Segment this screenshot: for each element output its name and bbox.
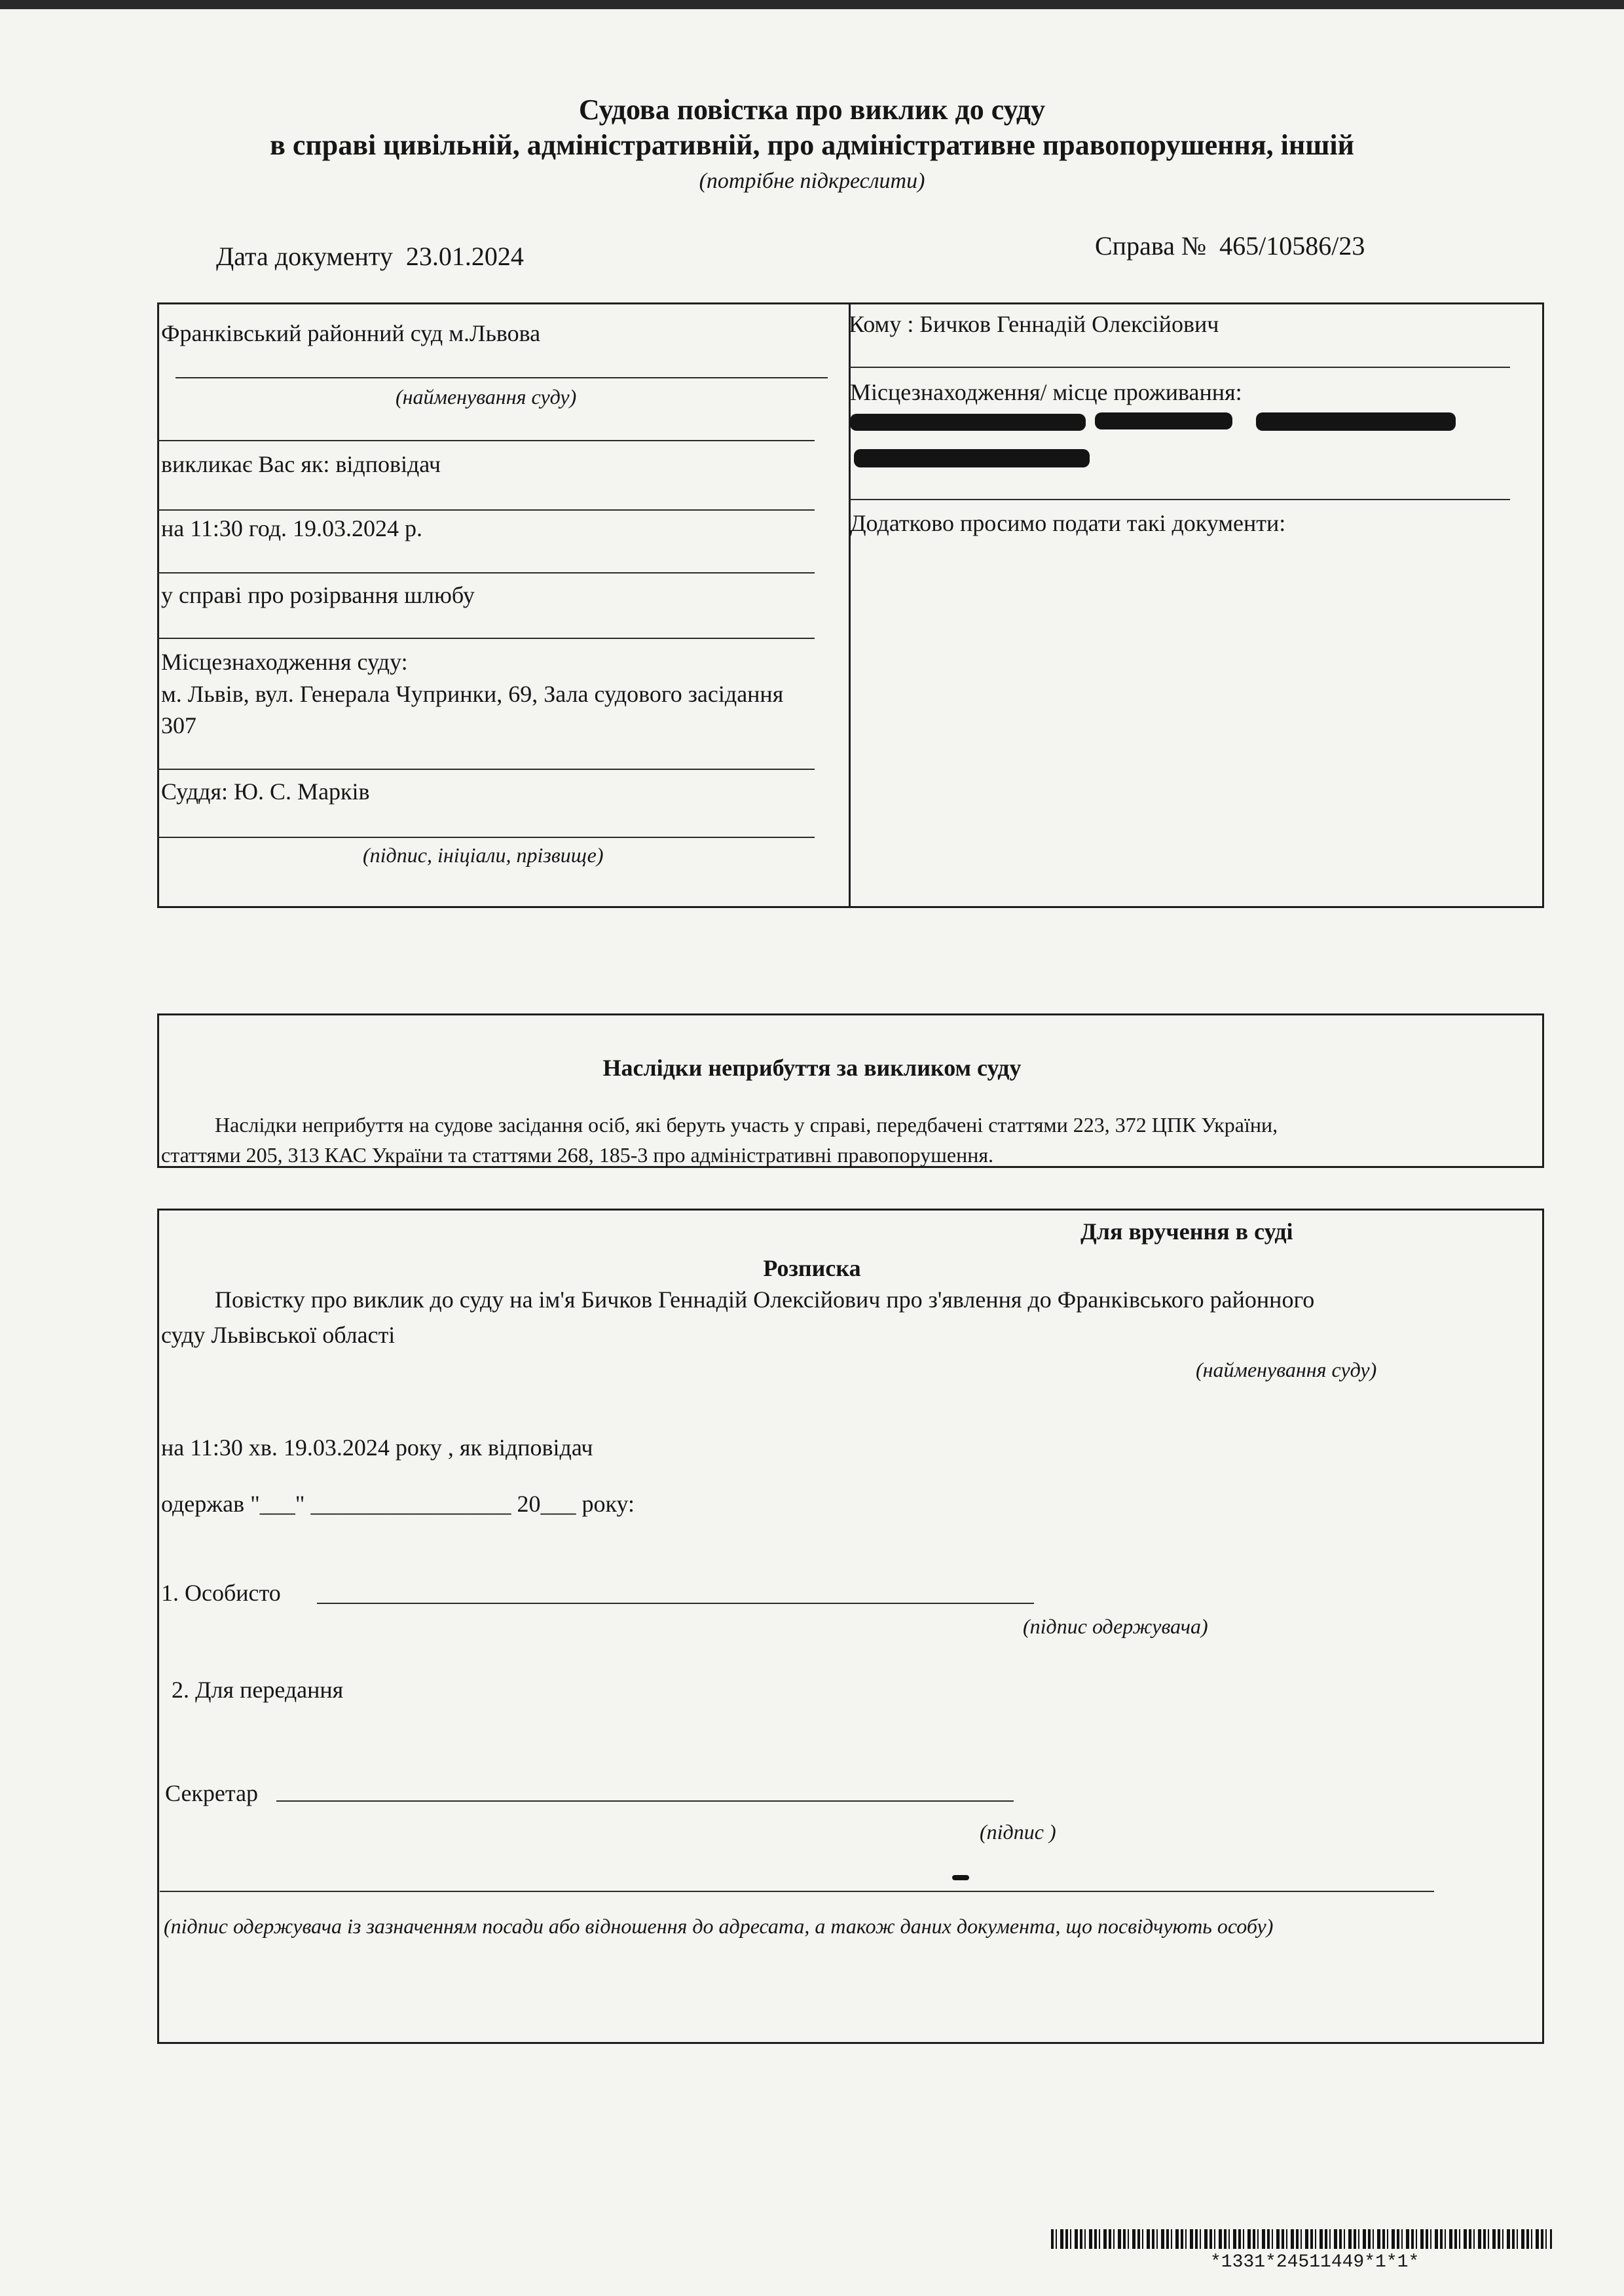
- secretary-label: Секретар: [165, 1780, 259, 1806]
- case-number: [1095, 230, 1365, 261]
- document-date-label: Дата документу: [216, 242, 393, 271]
- rule: [157, 509, 815, 511]
- rule: [157, 572, 815, 574]
- personal-signature-line: [317, 1603, 1034, 1604]
- recipient-signature-caption: (підпис одержувача із зазначенням посади або відношення до адресата, а також даних документа, що посвідчують особу): [164, 1914, 1274, 1938]
- case-subject: у справі про розірвання шлюбу: [161, 582, 475, 608]
- court-location-text: м. Львів, вул. Генерала Чупринки, 69, Зала судового засідання 307: [161, 681, 784, 738]
- rule: [849, 499, 1510, 500]
- receipt-line2: суду Львівської області: [161, 1322, 396, 1348]
- receipt-time-line: на 11:30 хв. 19.03.2024 року , як відповідач: [161, 1434, 593, 1461]
- receipt-line1: Повістку про виклик до суду на ім'я Бичков Геннадій Олексійович про з'явлення до Франківського районного: [215, 1286, 1315, 1313]
- consequences-title: Наслідки неприбуття за викликом суду: [602, 1055, 1022, 1081]
- rule: [849, 367, 1510, 368]
- rule: [157, 837, 815, 838]
- scan-edge: [0, 0, 1624, 9]
- page-title-line2: в справі цивільній, адміністративній, про адміністративне правопорушення, іншій: [270, 129, 1354, 161]
- barcode-text: *1331*24511449*1*1*: [1210, 2252, 1420, 2272]
- transfer-label: 2. Для передання: [172, 1677, 344, 1703]
- summoned-as: викликає Вас як: відповідач: [161, 451, 441, 477]
- document-date-value: 23.01.2024: [405, 242, 524, 271]
- documents-label: Додатково просимо подати такі документи:: [850, 510, 1286, 536]
- case-number-value: 465/10586/23: [1219, 231, 1365, 261]
- personal-signature-label: 1. Особисто: [161, 1580, 281, 1606]
- address-label: Місцезнаходження/ місце проживання:: [850, 379, 1242, 405]
- receipt-court-caption: (найменування суду): [1196, 1358, 1377, 1381]
- court-location-label: Місцезнаходження суду:: [161, 649, 408, 675]
- judge-caption: (підпис, ініціали, прізвище): [363, 843, 604, 867]
- judge-name: Суддя: Ю. С. Марків: [161, 778, 370, 805]
- receipt-title: Розписка: [763, 1255, 861, 1281]
- personal-signature-caption: (підпис одержувача): [1023, 1614, 1208, 1638]
- received-date-line: одержав "___" _________________ 20___ року:: [161, 1491, 635, 1517]
- recipient-name: Кому : Бичков Геннадій Олексійович: [849, 311, 1219, 337]
- secretary-signature-line: [276, 1800, 1014, 1802]
- ink-mark: [952, 1875, 969, 1880]
- court-name: Франківський районний суд м.Львова: [161, 320, 541, 346]
- redacted-address: [1256, 412, 1456, 431]
- case-number-label: Справа №: [1095, 231, 1207, 261]
- redacted-address: [854, 449, 1090, 467]
- recipient-signature-line: [160, 1891, 1434, 1892]
- page-title-line1: Судова повістка про виклик до суду: [578, 94, 1046, 126]
- consequences-text-line1: Наслідки неприбуття на судове засідання осіб, які беруть участь у справі, передбачені статтями 223, 372 ЦПК України,: [215, 1113, 1278, 1137]
- title-note: (потрібне підкреслити): [699, 169, 925, 193]
- redacted-address: [1095, 412, 1232, 429]
- rule: [175, 377, 828, 378]
- redacted-address: [850, 414, 1086, 431]
- rule: [157, 769, 815, 770]
- rule: [157, 638, 815, 639]
- barcode: [1051, 2229, 1552, 2249]
- hearing-time: на 11:30 год. 19.03.2024 р.: [161, 515, 423, 541]
- consequences-text-line2: статтями 205, 313 КАС України та статтями 268, 185-3 про адміністративні правопорушення.: [161, 1143, 994, 1167]
- document-date: [216, 241, 524, 272]
- for-court-delivery: Для вручення в суді: [1080, 1218, 1293, 1245]
- secretary-caption: (підпис ): [980, 1820, 1056, 1844]
- court-name-caption: (найменування суду): [396, 385, 577, 409]
- rule: [157, 440, 815, 441]
